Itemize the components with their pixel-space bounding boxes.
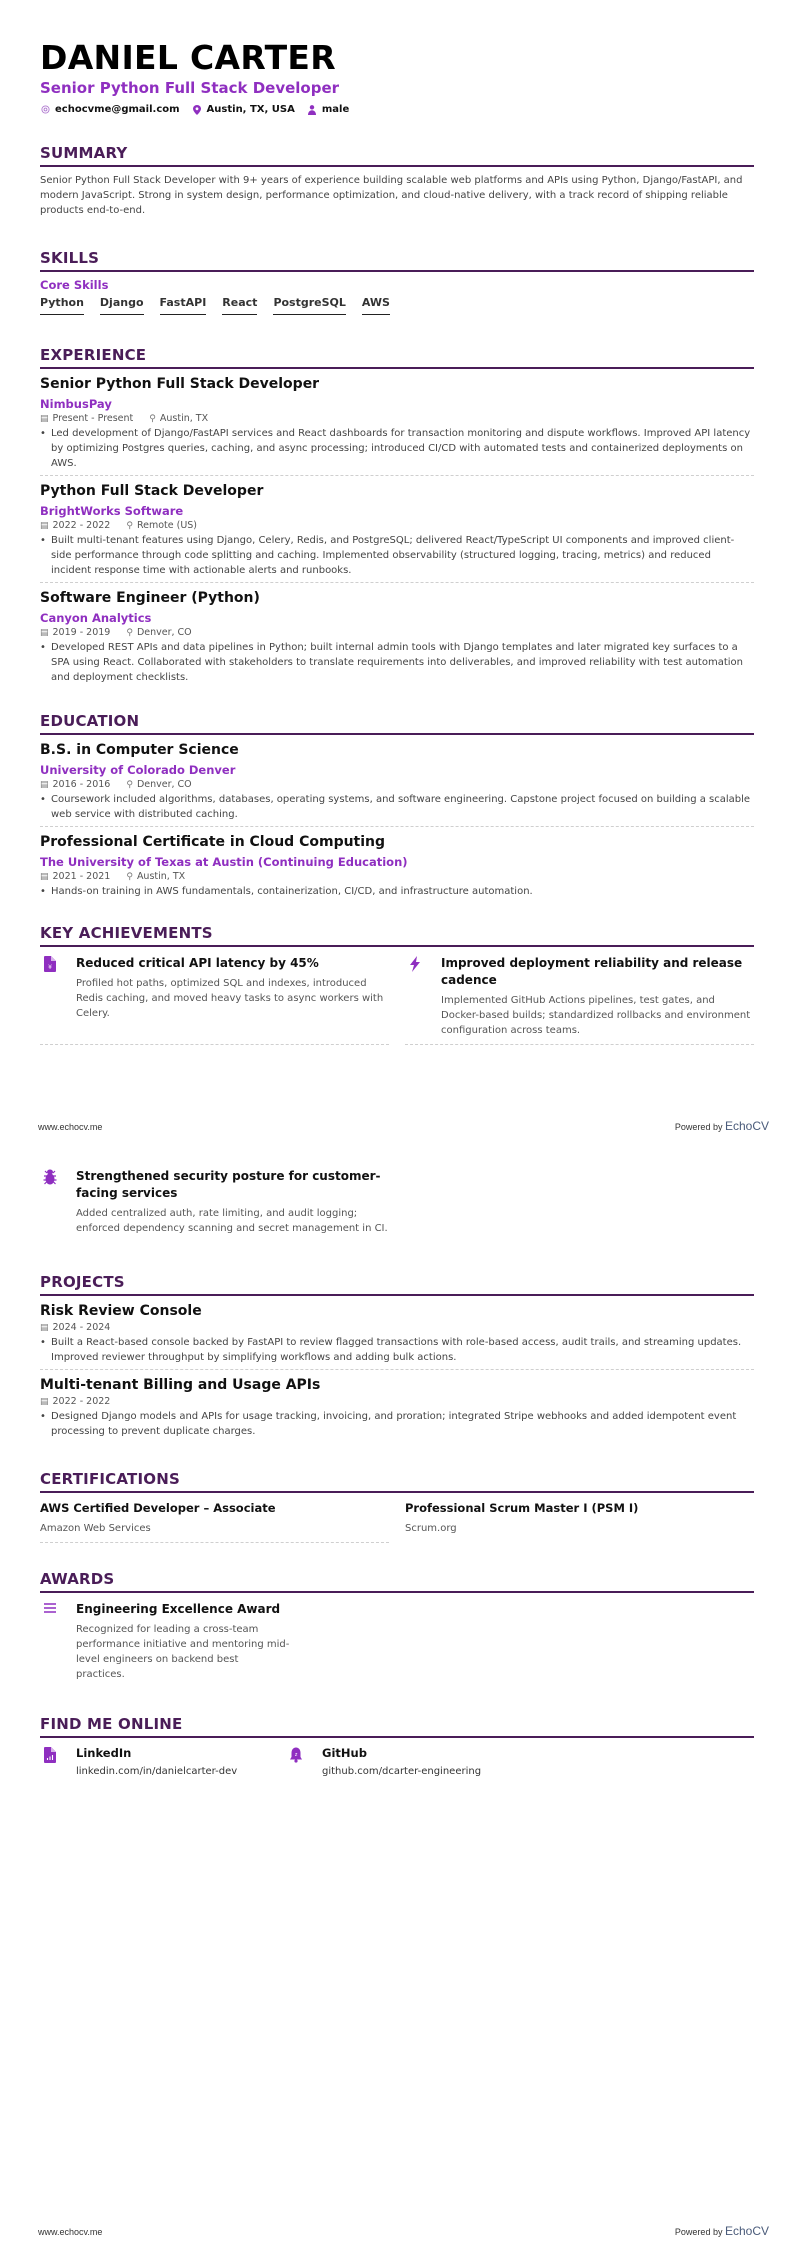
- contact-row: [40, 104, 754, 115]
- candidate-name: DANIEL CARTER: [40, 38, 336, 77]
- project-bullet: • Built a React-based console backed by FastAPI to review flagged transactions with role-based access, audit trails, and streaming updates. Improved reviewer throughput by simplifying workflows and adding bulk actions.: [40, 1335, 754, 1365]
- experience-entry: [40, 583, 754, 689]
- page-footer-2: [0, 2224, 794, 2238]
- certification-issuer: Scrum.org: [405, 1523, 457, 1534]
- skill-tag: React: [222, 296, 257, 315]
- contact-location: [192, 104, 295, 115]
- certifications-grid: [40, 1493, 754, 1543]
- gender-text: male: [321, 104, 350, 115]
- bullet-text: Built multi-tenant features using Django, Celery, Redis, and PostgreSQL; delivered React/TypeScript UI components and improved client-side performance through code splitting and caching. Implemented observability (structured logging, tracing, metrics) and reduced incident response time with actionable alerts and runbooks.: [51, 535, 735, 576]
- calendar-icon: ▤: [40, 627, 49, 638]
- footer-powered: [675, 2224, 769, 2238]
- award-item: [40, 1593, 290, 1688]
- calendar-icon: ▤: [40, 1322, 49, 1333]
- achievement-title: Strengthened security posture for customer-facing services: [76, 1169, 381, 1200]
- job-location: Denver, CO: [136, 627, 192, 638]
- map-pin-icon: ⚲: [126, 520, 133, 531]
- file-invoice-icon: [40, 955, 60, 1038]
- page-1: [0, 0, 794, 1045]
- brand-name: EchoCV: [724, 1119, 769, 1133]
- education-dates: 2016 - 2016: [52, 779, 111, 790]
- experience-entry: [40, 476, 754, 583]
- online-github[interactable]: [286, 1746, 506, 1777]
- project-name: Multi-tenant Billing and Usage APIs: [40, 1377, 321, 1393]
- school-name: The University of Texas at Austin (Continuing Education): [40, 855, 408, 869]
- section-title-skills: SKILLS: [40, 248, 754, 272]
- achievement-desc: Profiled hot paths, optimized SQL and indexes, introduced Redis caching, and moved heavy tasks to async workers with Celery.: [76, 978, 384, 1019]
- summary-section: [40, 143, 754, 218]
- bullet-text: Developed REST APIs and data pipelines in Python; built internal admin tools with Django templates and later migrated key surfaces to a SPA using React. Collaborated with stakeholders to translate requirements into deliverables, and improved reliability with test automation and deployment checklists.: [51, 642, 743, 683]
- education-dates: 2021 - 2021: [52, 871, 111, 882]
- job-bullet: • Built multi-tenant features using Django, Celery, Redis, and PostgreSQL; delivered React/TypeScript UI components and improved client-side performance through code splitting and caching. Implemented observability (structured logging, tracing, metrics) and reduced incident response time with actionable alerts and runbooks.: [40, 533, 754, 578]
- achievement-item: [405, 947, 754, 1045]
- education-entry: [40, 735, 754, 827]
- education-meta: [40, 871, 754, 882]
- powered-by-text: Powered by: [674, 1122, 723, 1132]
- powered-by-text: Powered by: [674, 2227, 723, 2237]
- job-meta: [40, 413, 754, 424]
- degree-title: B.S. in Computer Science: [40, 742, 239, 758]
- skills-section: [40, 248, 754, 315]
- at-icon: [40, 105, 50, 115]
- job-dates: Present - Present: [52, 413, 134, 424]
- calendar-icon: ▤: [40, 1396, 49, 1407]
- map-pin-icon: ⚲: [126, 627, 133, 638]
- online-url[interactable]: github.com/dcarter-engineering: [322, 1766, 482, 1777]
- education-location: Austin, TX: [136, 871, 186, 882]
- svg-text:¥: ¥: [48, 964, 52, 971]
- contact-email[interactable]: [40, 104, 180, 115]
- skill-tag: Django: [100, 296, 144, 315]
- skill-tag: FastAPI: [160, 296, 207, 315]
- school-name: University of Colorado Denver: [40, 763, 236, 777]
- job-bullet: • Led development of Django/FastAPI services and React dashboards for transaction monitoring and dispute workflows. Improved API latency by optimizing Postgres queries, caching, and async processing; introduced CI/CD with automated tests and containerized deployments on AWS.: [40, 426, 754, 471]
- job-location: Austin, TX: [159, 413, 209, 424]
- education-entry: [40, 827, 754, 903]
- bell-icon: [286, 1746, 306, 1777]
- bolt-icon: [405, 955, 425, 1038]
- company-name: BrightWorks Software: [40, 504, 184, 518]
- section-title-education: EDUCATION: [40, 711, 754, 735]
- achievement-title: Reduced critical API latency by 45%: [76, 956, 319, 970]
- bullet-text: Coursework included algorithms, databases, operating systems, and software engineering. Capstone project focused on building a scalable web service with distributed caching.: [51, 794, 751, 820]
- certification-name: Professional Scrum Master I (PSM I): [405, 1501, 639, 1515]
- online-linkedin[interactable]: [40, 1746, 260, 1777]
- footer-site[interactable]: www.echocv.me: [38, 1122, 103, 1132]
- achievement-desc: Implemented GitHub Actions pipelines, test gates, and Docker-based builds; standardized rollbacks and environment configuration across teams.: [441, 995, 751, 1036]
- footer-site[interactable]: www.echocv.me: [38, 2227, 103, 2237]
- section-title-summary: SUMMARY: [40, 143, 754, 167]
- certification-item: [405, 1493, 754, 1543]
- calendar-icon: ▤: [40, 413, 49, 424]
- education-meta: [40, 779, 754, 790]
- file-chart-icon: [40, 1746, 60, 1777]
- education-section: [40, 711, 754, 903]
- education-bullet: • Coursework included algorithms, databases, operating systems, and software engineering. Capstone project focused on building a scalable web service with distributed caching.: [40, 792, 754, 822]
- company-name: Canyon Analytics: [40, 611, 152, 625]
- online-section: [40, 1714, 754, 1777]
- skill-tag: PostgreSQL: [273, 296, 345, 315]
- certification-name: AWS Certified Developer – Associate: [40, 1501, 276, 1515]
- page-footer-1: [0, 1119, 794, 1133]
- section-title-certifications: CERTIFICATIONS: [40, 1469, 754, 1493]
- section-title-awards: AWARDS: [40, 1569, 754, 1593]
- achievement-desc: Added centralized auth, rate limiting, and audit logging; enforced dependency scanning and secret management in CI.: [76, 1208, 388, 1234]
- section-title-achievements: KEY ACHIEVEMENTS: [40, 923, 754, 947]
- section-title-online: FIND ME ONLINE: [40, 1714, 754, 1738]
- map-pin-icon: ⚲: [126, 779, 133, 790]
- project-dates: 2022 - 2022: [52, 1396, 111, 1407]
- job-location: Remote (US): [136, 520, 198, 531]
- summary-text: Senior Python Full Stack Developer with 9+ years of experience building scalable web platforms and APIs using Python, Django/FastAPI, and modern JavaScript. Strong in system design, performance optimization, and cloud-native delivery, with a track record of shipping reliable products end-to-end.: [40, 175, 743, 216]
- bullet-text: Designed Django models and APIs for usage tracking, invoicing, and proration; integrated Stripe webhooks and added idempotent event processing to prevent duplicate charges.: [51, 1411, 737, 1437]
- skills-group-label: Core Skills: [40, 278, 109, 292]
- job-dates: 2022 - 2022: [52, 520, 111, 531]
- certifications-section: [40, 1469, 754, 1543]
- svg-text:z: z: [294, 1752, 298, 1758]
- calendar-icon: ▤: [40, 871, 49, 882]
- project-meta: [40, 1396, 754, 1407]
- online-url[interactable]: linkedin.com/in/danielcarter-dev: [76, 1766, 238, 1777]
- user-icon: [307, 105, 317, 115]
- skills-list: [40, 296, 754, 315]
- section-title-projects: PROJECTS: [40, 1272, 754, 1296]
- achievements-grid-continued: [40, 1160, 754, 1242]
- map-pin-icon: ⚲: [126, 871, 133, 882]
- bullet-text: Led development of Django/FastAPI services and React dashboards for transaction monitoring and dispute workflows. Improved API latency by optimizing Postgres queries, caching, and async processing; introduced CI/CD with automated tests and containerized deployments on AWS.: [51, 428, 751, 469]
- project-bullet: • Designed Django models and APIs for usage tracking, invoicing, and proration; integrated Stripe webhooks and added idempotent event processing to prevent duplicate charges.: [40, 1409, 754, 1439]
- certification-item: [40, 1493, 389, 1543]
- education-location: Denver, CO: [136, 779, 192, 790]
- skill-tag: AWS: [362, 296, 390, 315]
- map-pin-icon: [192, 105, 202, 115]
- achievements-section: [40, 923, 754, 1045]
- achievements-grid: [40, 947, 754, 1045]
- contact-gender: [307, 104, 349, 115]
- degree-title: Professional Certificate in Cloud Computing: [40, 834, 386, 850]
- projects-section: [40, 1272, 754, 1443]
- project-meta: [40, 1322, 754, 1333]
- skill-tag: Python: [40, 296, 84, 315]
- certification-issuer: Amazon Web Services: [40, 1523, 151, 1534]
- job-meta: [40, 520, 754, 531]
- online-label: GitHub: [322, 1746, 367, 1760]
- achievement-title: Improved deployment reliability and release cadence: [441, 956, 743, 987]
- location-text: Austin, TX, USA: [206, 104, 295, 115]
- awards-section: [40, 1569, 754, 1688]
- resume-header: [40, 38, 754, 115]
- experience-section: [40, 345, 754, 689]
- bullet-text: Built a React-based console backed by FastAPI to review flagged transactions with role-based access, audit trails, and streaming updates. Improved reviewer throughput by simplifying workflows and adding bulk actions.: [51, 1337, 742, 1363]
- section-title-experience: EXPERIENCE: [40, 345, 754, 369]
- job-title: Python Full Stack Developer: [40, 483, 264, 499]
- job-title: Senior Python Full Stack Developer: [40, 376, 320, 392]
- footer-powered: [675, 1119, 769, 1133]
- bug-icon: [40, 1168, 60, 1236]
- project-entry: [40, 1296, 754, 1370]
- job-dates: 2019 - 2019: [52, 627, 111, 638]
- company-name: NimbusPay: [40, 397, 112, 411]
- project-dates: 2024 - 2024: [52, 1322, 111, 1333]
- award-desc: Recognized for leading a cross-team performance initiative and mentoring mid-level engineers on backend best practices.: [76, 1624, 290, 1680]
- candidate-headline: Senior Python Full Stack Developer: [40, 79, 340, 97]
- education-bullet: • Hands-on training in AWS fundamentals, containerization, CI/CD, and infrastructure automation.: [40, 886, 533, 897]
- job-meta: [40, 627, 754, 638]
- brand-name: EchoCV: [724, 2224, 769, 2238]
- page-2: [0, 1160, 794, 1777]
- map-pin-icon: ⚲: [149, 413, 156, 424]
- award-title: Engineering Excellence Award: [76, 1602, 281, 1616]
- job-bullet: • Developed REST APIs and data pipelines in Python; built internal admin tools with Django templates and later migrated key surfaces to a SPA using React. Collaborated with stakeholders to translate requirements into deliverables, and improved reliability with test automation and deployment checklists.: [40, 640, 754, 685]
- email-text: echocvme@gmail.com: [55, 104, 180, 115]
- achievement-item: [40, 1160, 389, 1242]
- calendar-icon: ▤: [40, 779, 49, 790]
- online-label: LinkedIn: [76, 1746, 132, 1760]
- job-title: Software Engineer (Python): [40, 590, 260, 606]
- experience-entry: [40, 369, 754, 476]
- online-list: [40, 1738, 754, 1777]
- project-name: Risk Review Console: [40, 1303, 202, 1319]
- bars-icon: [40, 1601, 60, 1682]
- calendar-icon: ▤: [40, 520, 49, 531]
- project-entry: [40, 1370, 754, 1443]
- bullet-text: Hands-on training in AWS fundamentals, containerization, CI/CD, and infrastructure automation.: [51, 886, 533, 897]
- achievement-item: [40, 947, 389, 1045]
